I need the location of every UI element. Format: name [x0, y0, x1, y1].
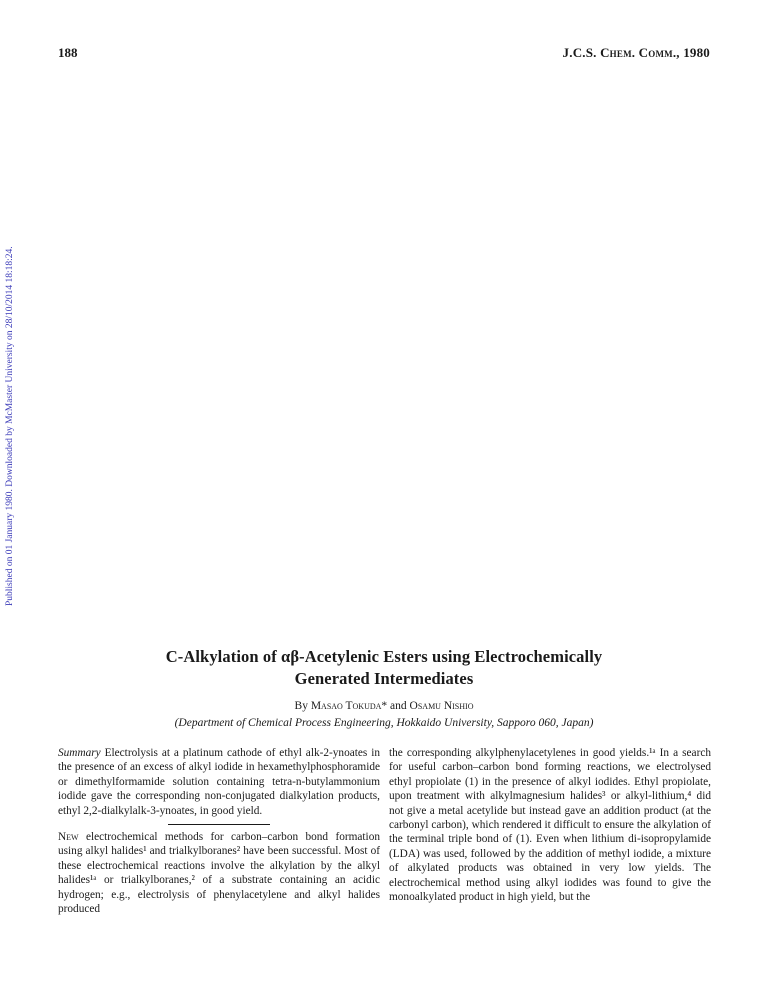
summary-lead: Summary — [58, 747, 101, 759]
left-column — [58, 746, 380, 916]
authors-by: By — [294, 700, 311, 712]
author-2: Osamu Nishio — [409, 700, 474, 712]
journal-prefix: J.C.S. — [562, 45, 601, 60]
right-column — [389, 746, 711, 904]
body-paragraph-right: the corresponding alkylphenylacetylenes in good yields.¹ᵃ In a search for useful carbon–carbon bond forming reactions, we electrolysed ethyl propiolate (1) in the presence of alkyl iodides. Ethyl propiolate, upon treatment with alkylmagnesium halides³ or alkyl-lithium,⁴ did not give a metal acetylide but instead gave an addition product (at the carbonyl carbon), which rendered it difficult to ensure the alkylation of the terminal triple bond of (1). Even when lithium di-isopropylamide (LDA) was used, followed by the addition of methyl iodide, a mixture of alkylated products was obtained in very low yields. The electrochemical method using alkyl iodides was found to give the monoalkylated product in high yield, but the — [389, 747, 711, 904]
page-number: 188 — [58, 45, 78, 60]
body-left-text: electrochemical methods for carbon–carbon bond formation using alkyl halides¹ and trialkylboranes² have been successful. Most of these electrochemical reactions involve the alkylation by the alkyl halides¹ᵃ or trialkylboranes,² of a substrate containing an acidic hydrogen; e.g., electrolysis of phenylacetylene and alkyl halides produced — [58, 831, 380, 916]
summary-text: Electrolysis at a platinum cathode of ethyl alk-2-ynoates in the presence of an excess of alkyl iodide in hexamethylphosphoramide or dimethylformamide solution containing tetra-n-butylammonium iodide gave the corresponding non-conjugated dialkylation products, ethyl 2,2-dialkylalk-3-ynoates, in good yield. — [58, 747, 380, 817]
title-line-2: Generated Intermediates — [294, 669, 474, 688]
body-paragraph-left — [58, 830, 380, 916]
section-divider — [168, 824, 270, 825]
summary — [58, 746, 380, 818]
affiliation: (Department of Chemical Process Engineering, Hokkaido University, Sapporo 060, Japan) — [174, 717, 594, 729]
journal-header — [563, 45, 710, 61]
drop-lead-word: New — [58, 831, 79, 844]
journal-name: Chem. Comm. — [600, 45, 677, 60]
authors-and: and — [387, 700, 410, 712]
author-1: Masao Tokuda* — [310, 700, 388, 712]
article-title — [0, 646, 768, 690]
authors — [0, 700, 768, 712]
download-stamp[interactable]: Published on 01 January 1980. Downloaded by McMaster University on 28/10/2014 18:18:24. — [5, 246, 15, 606]
title-line-1: C-Alkylation of αβ-Acetylenic Esters using Electrochemically — [165, 647, 603, 666]
journal-year: , 1980 — [676, 45, 710, 60]
